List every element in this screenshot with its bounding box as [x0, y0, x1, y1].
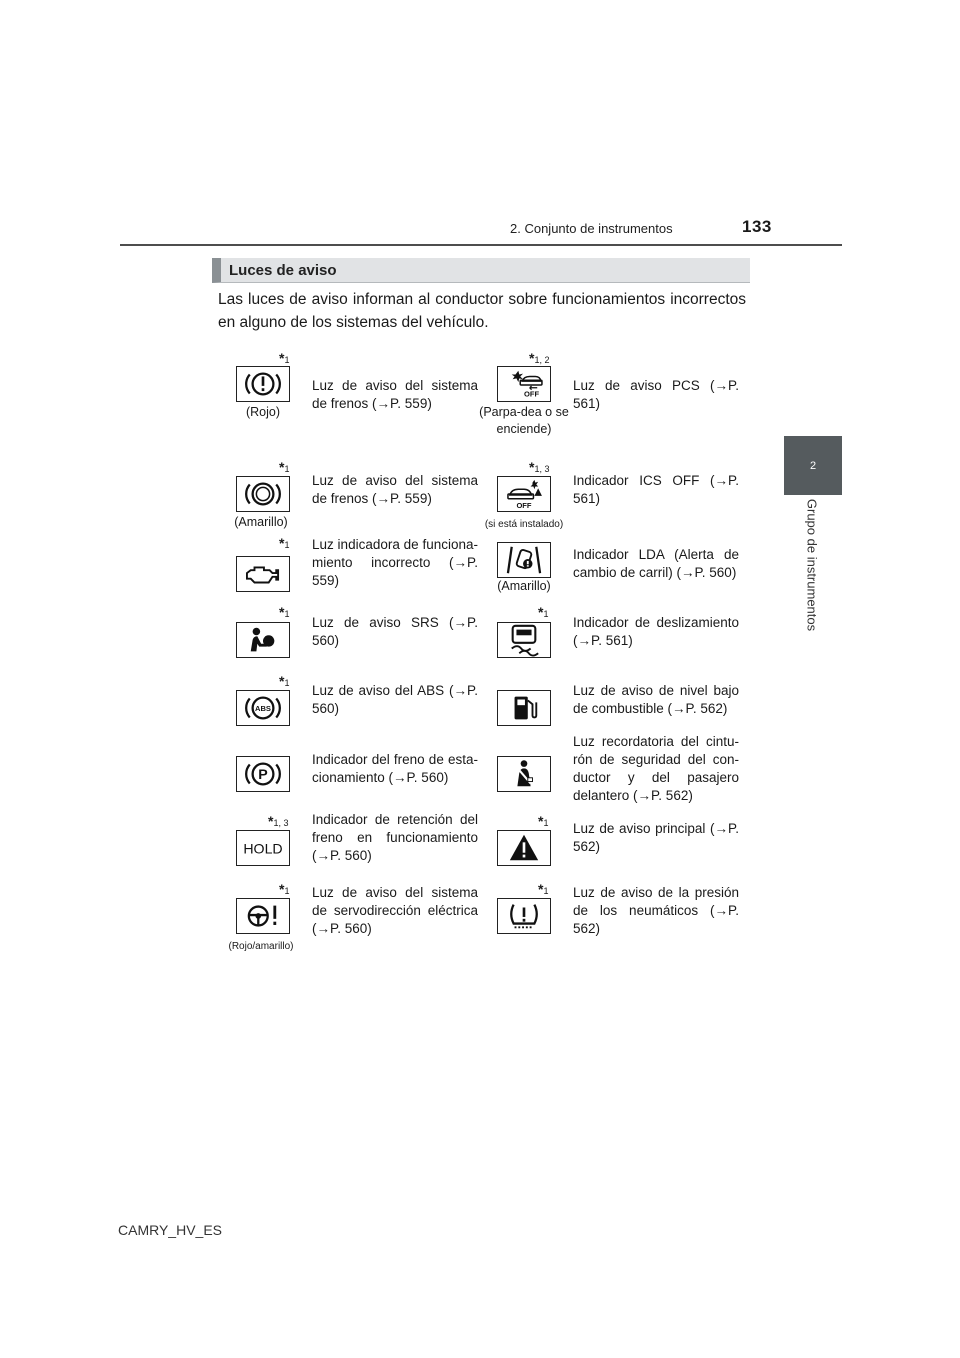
light-description: Luz de aviso del sistema de servodirección eléctrica (→P. 560) [312, 885, 478, 936]
footnote-marker: *1 [538, 604, 549, 620]
page-number: 133 [742, 217, 772, 236]
hold-icon [236, 830, 290, 866]
footnote-marker: *1, 3 [529, 459, 550, 475]
icon-caption: (si está instalado) [484, 519, 564, 530]
srs-airbag-icon [236, 622, 290, 658]
light-description: Luz indicadora de funciona-miento incorrecto (→P. 559) [312, 537, 478, 588]
footnote-marker: *1 [279, 459, 290, 475]
chapter-tab [784, 436, 842, 495]
light-description: Indicador del freno de esta-cionamiento (→P. 560) [312, 752, 478, 785]
footnote-marker: *1 [538, 881, 549, 897]
light-description: Indicador de deslizamiento (→P. 561) [573, 615, 739, 648]
svg-text:OFF: OFF [524, 389, 540, 399]
brake-warning-icon [236, 366, 290, 402]
header-rule [120, 244, 842, 246]
footnote-marker: *1 [279, 535, 290, 551]
light-description: Luz de aviso principal (→P. 562) [573, 821, 739, 854]
slip-indicator-icon [497, 622, 551, 658]
lda-icon [497, 542, 551, 578]
seatbelt-icon [497, 756, 551, 792]
light-description: Indicador ICS OFF (→P. 561) [573, 473, 739, 506]
svg-text:HOLD: HOLD [243, 841, 283, 858]
chapter-number: 2 [809, 459, 817, 472]
abs-icon [236, 690, 290, 726]
footnote-marker: *1 [279, 604, 290, 620]
footnote-marker: *1 [279, 673, 290, 689]
master-warning-icon [497, 830, 551, 866]
intro-paragraph: Las luces de aviso informan al conductor sobre funcionamientos incorrectos en alguno de los sistemas del vehículo. [218, 291, 746, 331]
light-description: Luz recordatoria del cintu-rón de seguridad del con-ductor y del pasajero delantero (→P. 562) [573, 734, 739, 803]
light-description: Luz de aviso de nivel bajo de combustible (→P. 562) [573, 683, 739, 716]
section-title: 2. Conjunto de instrumentos [510, 221, 673, 236]
footnote-marker: *1, 2 [529, 350, 550, 366]
footnote-marker: *1 [279, 881, 290, 897]
icon-caption: (Rojo) [245, 405, 281, 419]
document-code: CAMRY_HV_ES [118, 1222, 223, 1238]
ics-off-icon [497, 476, 551, 512]
brake-system-icon [236, 476, 290, 512]
steering-warning-icon [236, 898, 290, 934]
light-description: Luz de aviso del sistema de frenos (→P. 559) [312, 473, 478, 506]
light-description: Indicador de retención del freno en funcionamiento (→P. 560) [312, 812, 478, 863]
footnote-marker: *1 [279, 350, 290, 366]
light-description: Luz de aviso de la presión de los neumáticos (→P. 562) [573, 885, 739, 936]
chapter-side-label: Grupo de instrumentos [804, 498, 820, 632]
icon-caption: (Parpa-dea o se enciende) [479, 405, 569, 436]
footnote-marker: *1, 3 [268, 813, 289, 829]
section-heading: Luces de aviso [212, 258, 750, 283]
light-description: Luz de aviso del sistema de frenos (→P. 559) [312, 378, 478, 411]
light-description: Luz de aviso SRS (→P. 560) [312, 615, 478, 648]
icon-caption: (Rojo/amarillo) [228, 941, 294, 952]
svg-text:OFF: OFF [516, 501, 532, 511]
check-engine-icon [236, 556, 290, 592]
icon-caption: (Amarillo) [497, 579, 551, 593]
parking-brake-icon [236, 756, 290, 792]
light-description: Luz de aviso del ABS (→P. 560) [312, 683, 478, 716]
light-description: Indicador LDA (Alerta de cambio de carril) (→P. 560) [573, 547, 739, 580]
tire-pressure-icon [497, 898, 551, 934]
pcs-warning-icon [497, 366, 551, 402]
light-description: Luz de aviso PCS (→P. 561) [573, 378, 739, 411]
svg-text:P: P [258, 767, 268, 784]
fuel-pump-icon [497, 690, 551, 726]
svg-text:ABS: ABS [255, 703, 271, 713]
icon-caption: (Amarillo) [234, 515, 288, 529]
footnote-marker: *1 [538, 813, 549, 829]
